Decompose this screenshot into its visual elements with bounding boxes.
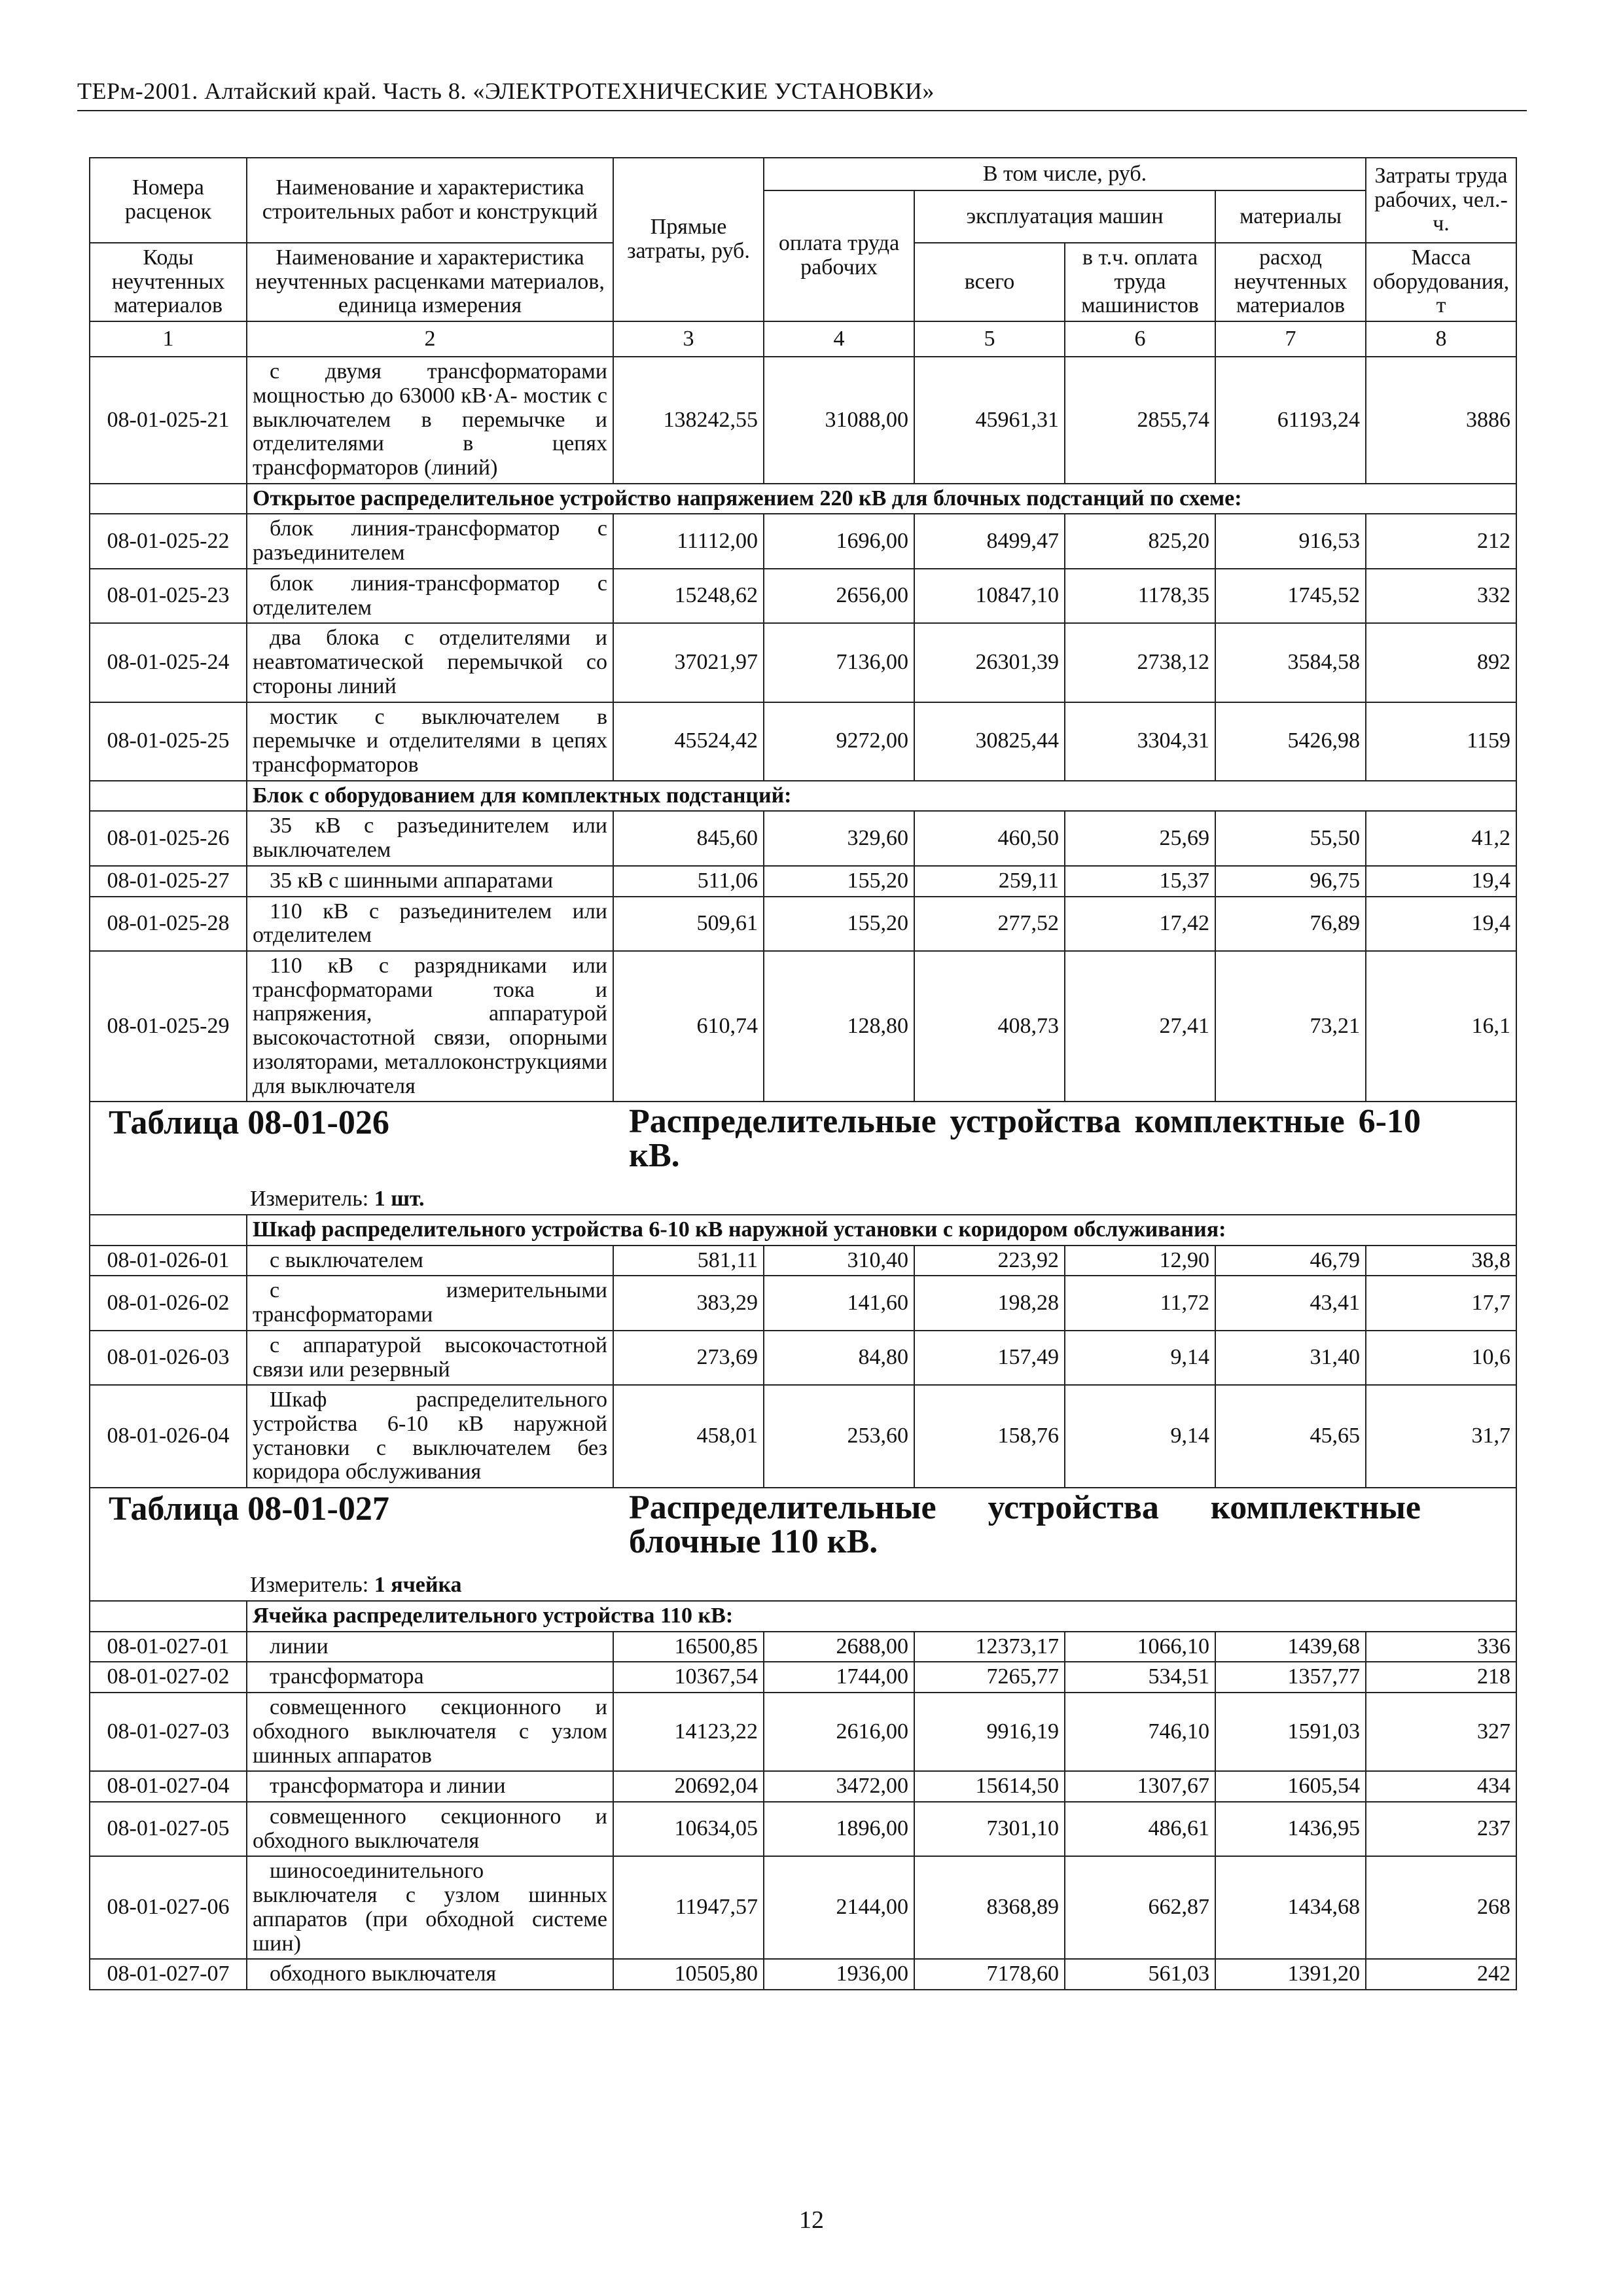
rate-value: 2855,74 [1065,357,1215,484]
table-number: Таблица 08-01-026 [109,1104,389,1142]
rate-description: совмещенного секционного и обходного выключателя с узлом шинных аппаратов [247,1693,613,1771]
rate-value: 155,20 [764,897,914,951]
rate-value: 610,74 [613,951,764,1102]
rate-value: 268 [1366,1856,1516,1959]
rate-description: два блока с отделителями и неавтоматической перемычкой со стороны линий [247,623,613,702]
rate-code: 08-01-025-26 [90,811,247,865]
rate-value: 1745,52 [1215,569,1366,623]
table-row [90,1246,1516,1276]
unit-value: 1 шт. [374,1187,425,1211]
table-row [90,1959,1516,1990]
rate-value: 2656,00 [764,569,914,623]
rate-value: 73,21 [1215,951,1366,1102]
rate-value: 20692,04 [613,1771,764,1802]
rate-description: 35 кВ с разъединителем или выключателем [247,811,613,865]
rate-value: 845,60 [613,811,764,865]
rate-value: 2688,00 [764,1632,914,1662]
rate-value: 157,49 [914,1331,1065,1385]
col-header-name: Наименование и характеристика строительных работ и конструкций [247,158,613,243]
rate-value: 12373,17 [914,1632,1065,1662]
col-header-unaccounted: расход неучтенных материалов [1215,243,1366,321]
col-number: 4 [764,321,914,357]
section-row [90,1601,1516,1632]
rate-description: с аппаратурой высокочастотной связи или резервный [247,1331,613,1385]
col-header-materials: материалы [1215,190,1366,243]
rate-value: 561,03 [1065,1959,1215,1990]
rate-value: 96,75 [1215,866,1366,897]
table-row [90,951,1516,1102]
rate-value: 212 [1366,514,1516,568]
col-header-incl-machinists: в т.ч. оплата труда машинистов [1065,243,1215,321]
rate-value: 2616,00 [764,1693,914,1771]
rate-value: 1391,20 [1215,1959,1366,1990]
col-number: 1 [90,321,247,357]
rate-description: 110 кВ с разрядниками или трансформаторами тока и напряжения, аппаратурой высокочастотной связи, опорными изоляторами, металлоконструкциями для выключателя [247,951,613,1102]
table-row [90,1693,1516,1771]
rate-code: 08-01-025-29 [90,951,247,1102]
table-row [90,897,1516,951]
rate-value: 15,37 [1065,866,1215,897]
rate-code: 08-01-026-04 [90,1385,247,1488]
rate-value: 1066,10 [1065,1632,1215,1662]
rate-value: 43,41 [1215,1276,1366,1330]
table-title: Распределительные устройства комплектные 6-10 кВ. [629,1103,1421,1175]
table-row [90,702,1516,781]
rate-value: 76,89 [1215,897,1366,951]
rate-value: 383,29 [613,1276,764,1330]
table-row [90,1385,1516,1488]
rate-value: 1439,68 [1215,1632,1366,1662]
col-header-material-codes: Коды неучтенных материалов [90,243,247,321]
rate-value: 16,1 [1366,951,1516,1102]
rate-value: 17,7 [1366,1276,1516,1330]
table-row [90,866,1516,897]
rate-value: 25,69 [1065,811,1215,865]
col-number: 7 [1215,321,1366,357]
rate-value: 273,69 [613,1331,764,1385]
rate-value: 17,42 [1065,897,1215,951]
table-row [90,811,1516,865]
rate-description: линии [247,1632,613,1662]
rate-value: 3584,58 [1215,623,1366,702]
rate-value: 916,53 [1215,514,1366,568]
rate-value: 509,61 [613,897,764,951]
rate-value: 746,10 [1065,1693,1215,1771]
rate-value: 662,87 [1065,1856,1215,1959]
section-title: Шкаф распределительного устройства 6-10 кВ наружной установки с коридором обслуживания: [247,1215,1516,1246]
rate-value: 14123,22 [613,1693,764,1771]
rate-value: 10634,05 [613,1802,764,1856]
rate-code: 08-01-025-23 [90,569,247,623]
rate-value: 486,61 [1065,1802,1215,1856]
rate-value: 158,76 [914,1385,1065,1488]
rate-value: 38,8 [1366,1246,1516,1276]
col-header-including: В том числе, руб. [764,158,1366,190]
rate-code: 08-01-027-05 [90,1802,247,1856]
col-header-material-names: Наименование и характеристика неучтенных расценками материалов, единица измерения [247,243,613,321]
rates-table [89,157,1517,1990]
rate-value: 3886 [1366,357,1516,484]
rate-value: 19,4 [1366,866,1516,897]
rate-value: 892 [1366,623,1516,702]
rate-value: 1744,00 [764,1662,914,1693]
rate-description: блок линия-трансформатор с отделителем [247,569,613,623]
rate-value: 10,6 [1366,1331,1516,1385]
rate-value: 1436,95 [1215,1802,1366,1856]
rate-code: 08-01-027-07 [90,1959,247,1990]
section-title: Ячейка распределительного устройства 110 кВ: [247,1601,1516,1632]
rate-code: 08-01-026-01 [90,1246,247,1276]
table-row [90,1662,1516,1693]
rate-value: 7265,77 [914,1662,1065,1693]
rate-value: 825,20 [1065,514,1215,568]
table-heading [90,1102,1516,1215]
rate-value: 1159 [1366,702,1516,781]
rate-value: 8499,47 [914,514,1065,568]
col-number: 8 [1366,321,1516,357]
page-header: ТЕРм-2001. Алтайский край. Часть 8. «ЭЛЕКТРОТЕХНИЧЕСКИЕ УСТАНОВКИ» [77,77,1527,111]
rate-value: 45,65 [1215,1385,1366,1488]
rate-value: 534,51 [1065,1662,1215,1693]
rate-value: 31088,00 [764,357,914,484]
rate-value: 336 [1366,1632,1516,1662]
rate-description: трансформатора и линии [247,1771,613,1802]
table-row [90,1802,1516,1856]
rate-value: 16500,85 [613,1632,764,1662]
rate-value: 458,01 [613,1385,764,1488]
rate-description: мостик с выключателем в перемычке и отделителями в цепях трансформаторов [247,702,613,781]
rate-description: шиносоединительного выключателя с узлом шинных аппаратов (при обходной системе шин) [247,1856,613,1959]
rate-value: 329,60 [764,811,914,865]
rate-description: совмещенного секционного и обходного выключателя [247,1802,613,1856]
rate-value: 15614,50 [914,1771,1065,1802]
rate-value: 55,50 [1215,811,1366,865]
rate-value: 141,60 [764,1276,914,1330]
rate-value: 218 [1366,1662,1516,1693]
rate-value: 9,14 [1065,1331,1215,1385]
rate-description: обходного выключателя [247,1959,613,1990]
rate-value: 138242,55 [613,357,764,484]
rate-value: 5426,98 [1215,702,1366,781]
table-number: Таблица 08-01-027 [109,1490,389,1528]
section-spacer [90,781,247,812]
rate-value: 45961,31 [914,357,1065,484]
rate-value: 1936,00 [764,1959,914,1990]
col-header-rate-numbers: Номера расценок [90,158,247,243]
rate-value: 1696,00 [764,514,914,568]
rate-value: 1307,67 [1065,1771,1215,1802]
rate-code: 08-01-027-04 [90,1771,247,1802]
table-row [90,357,1516,484]
rate-value: 332 [1366,569,1516,623]
rate-value: 3304,31 [1065,702,1215,781]
rate-value: 9916,19 [914,1693,1065,1771]
table-heading [90,1488,1516,1601]
col-header-equipment-mass: Масса оборудования, т [1366,243,1516,321]
rate-description: 35 кВ с шинными аппаратами [247,866,613,897]
rate-description: трансформатора [247,1662,613,1693]
rate-value: 10367,54 [613,1662,764,1693]
table-row [90,1856,1516,1959]
rate-code: 08-01-025-25 [90,702,247,781]
rate-value: 1591,03 [1215,1693,1366,1771]
col-header-labor-costs: Затраты труда рабочих, чел.-ч. [1366,158,1516,243]
unit-of-measure [250,1573,1510,1598]
rate-value: 84,80 [764,1331,914,1385]
section-spacer [90,1215,247,1246]
table-row [90,1771,1516,1802]
rate-value: 3472,00 [764,1771,914,1802]
rate-code: 08-01-025-27 [90,866,247,897]
rate-value: 1605,54 [1215,1771,1366,1802]
rate-value: 460,50 [914,811,1065,865]
rate-code: 08-01-027-06 [90,1856,247,1959]
rate-value: 26301,39 [914,623,1065,702]
rate-value: 128,80 [764,951,914,1102]
rate-code: 08-01-026-02 [90,1276,247,1330]
table-heading-row [90,1488,1516,1601]
rate-description: Шкаф распределительного устройства 6-10 кВ наружной установки с выключателем без коридора обслуживания [247,1385,613,1488]
rate-value: 11947,57 [613,1856,764,1959]
unit-value: 1 ячейка [374,1573,462,1598]
rate-code: 08-01-026-03 [90,1331,247,1385]
col-number: 2 [247,321,613,357]
col-number: 3 [613,321,764,357]
rate-value: 277,52 [914,897,1065,951]
rate-value: 10505,80 [613,1959,764,1990]
rate-value: 8368,89 [914,1856,1065,1959]
rate-value: 27,41 [1065,951,1215,1102]
rate-value: 12,90 [1065,1246,1215,1276]
col-number: 5 [914,321,1065,357]
col-header-total: всего [914,243,1065,321]
table-body [90,158,1516,1990]
rate-value: 2738,12 [1065,623,1215,702]
rate-value: 237 [1366,1802,1516,1856]
section-row [90,1215,1516,1246]
rate-value: 1896,00 [764,1802,914,1856]
unit-label: Измеритель: [250,1573,369,1598]
page-number: 12 [799,2206,824,2234]
rate-value: 46,79 [1215,1246,1366,1276]
rate-value: 581,11 [613,1246,764,1276]
rate-value: 259,11 [914,866,1065,897]
rate-value: 30825,44 [914,702,1065,781]
section-row [90,781,1516,812]
rate-value: 198,28 [914,1276,1065,1330]
rate-value: 1178,35 [1065,569,1215,623]
rate-value: 511,06 [613,866,764,897]
section-title: Открытое распределительное устройство напряжением 220 кВ для блочных подстанций по схеме: [247,484,1516,514]
rate-value: 31,40 [1215,1331,1366,1385]
table-row [90,1276,1516,1330]
table-row [90,569,1516,623]
rate-value: 9,14 [1065,1385,1215,1488]
rate-value: 1357,77 [1215,1662,1366,1693]
rate-description: блок линия-трансформатор с разъединителем [247,514,613,568]
section-row [90,484,1516,514]
rate-value: 45524,42 [613,702,764,781]
rate-value: 37021,97 [613,623,764,702]
unit-label: Измеритель: [250,1187,369,1211]
rate-value: 223,92 [914,1246,1065,1276]
rate-value: 253,60 [764,1385,914,1488]
section-title: Блок с оборудованием для комплектных подстанций: [247,781,1516,812]
rate-description: с выключателем [247,1246,613,1276]
rate-value: 41,2 [1366,811,1516,865]
rate-value: 242 [1366,1959,1516,1990]
rate-code: 08-01-025-24 [90,623,247,702]
rate-description: с измерительными трансформаторами [247,1276,613,1330]
rate-value: 327 [1366,1693,1516,1771]
unit-of-measure [250,1187,1510,1211]
table-heading-row [90,1102,1516,1215]
rate-value: 10847,10 [914,569,1065,623]
rate-value: 7136,00 [764,623,914,702]
rate-value: 61193,24 [1215,357,1366,484]
rate-description: 110 кВ с разъединителем или отделителем [247,897,613,951]
table-row [90,514,1516,568]
rate-value: 7301,10 [914,1802,1065,1856]
rate-value: 2144,00 [764,1856,914,1959]
section-spacer [90,1601,247,1632]
rate-code: 08-01-027-01 [90,1632,247,1662]
col-number: 6 [1065,321,1215,357]
rate-value: 19,4 [1366,897,1516,951]
rate-code: 08-01-027-03 [90,1693,247,1771]
rate-code: 08-01-025-21 [90,357,247,484]
rate-value: 155,20 [764,866,914,897]
table-row [90,623,1516,702]
col-header-labor-pay: оплата труда рабочих [764,190,914,321]
rate-value: 310,40 [764,1246,914,1276]
rate-value: 1434,68 [1215,1856,1366,1959]
col-header-direct-costs: Прямые затраты, руб. [613,158,764,321]
rate-value: 11,72 [1065,1276,1215,1330]
rate-value: 15248,62 [613,569,764,623]
col-header-machines: эксплуатация машин [914,190,1215,243]
rate-value: 408,73 [914,951,1065,1102]
rate-value: 9272,00 [764,702,914,781]
rate-description: с двумя трансформаторами мощностью до 63000 кВ·А- мостик с выключателем в перемычке и отделителями в цепях трансформаторов (линий) [247,357,613,484]
rate-code: 08-01-027-02 [90,1662,247,1693]
table-row [90,1331,1516,1385]
rate-value: 7178,60 [914,1959,1065,1990]
rate-code: 08-01-025-28 [90,897,247,951]
table-title: Распределительные устройства комплектные блочные 110 кВ. [629,1489,1421,1561]
rate-value: 31,7 [1366,1385,1516,1488]
section-spacer [90,484,247,514]
rate-value: 11112,00 [613,514,764,568]
rate-value: 434 [1366,1771,1516,1802]
rate-code: 08-01-025-22 [90,514,247,568]
table-row [90,1632,1516,1662]
